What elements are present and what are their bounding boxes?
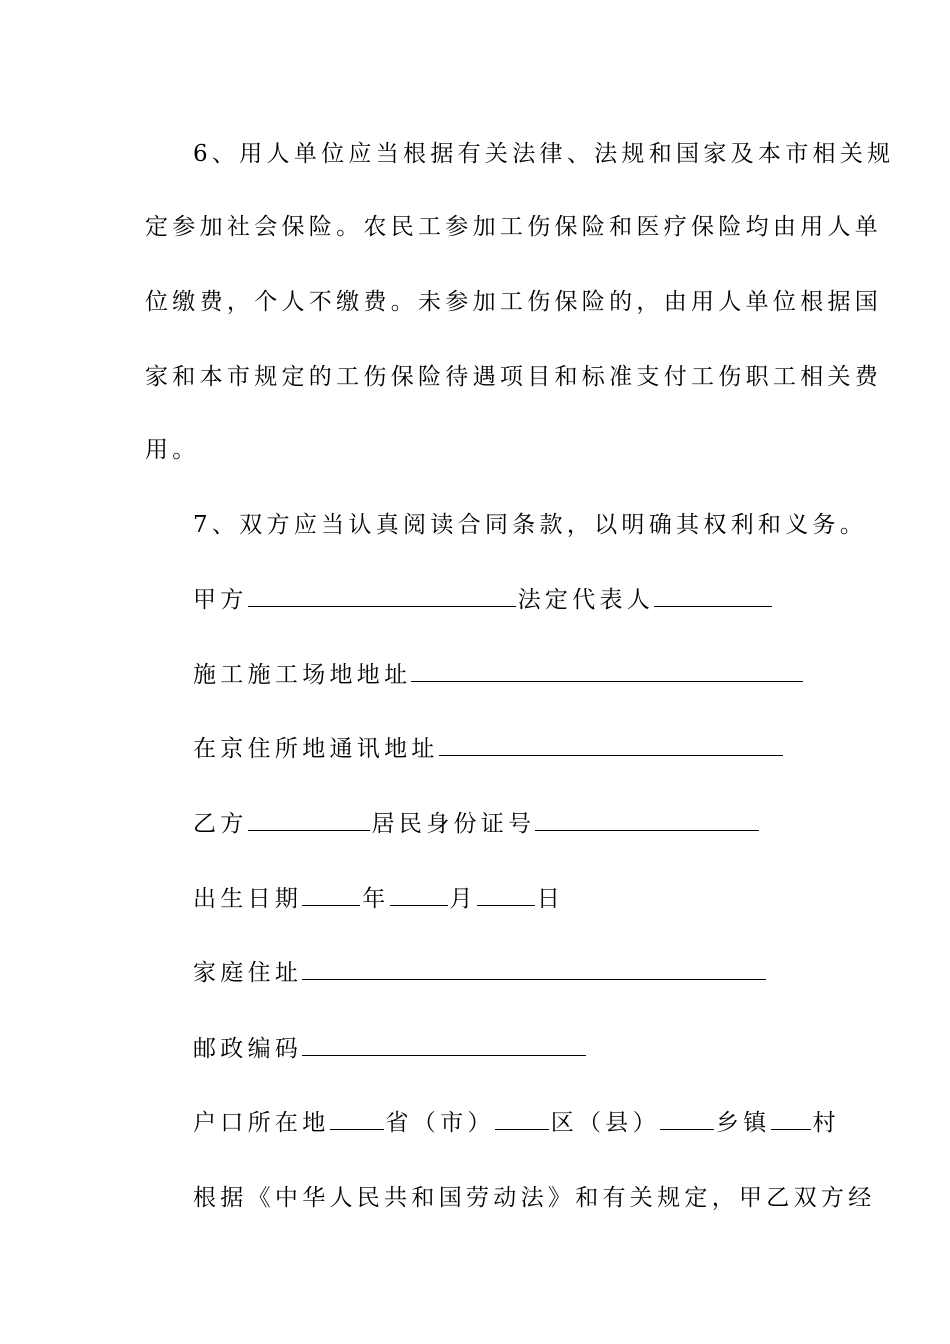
home-address-blank[interactable] <box>302 978 766 980</box>
paragraph-6-line-1: 6、用人单位应当根据有关法律、法规和国家及本市相关规 <box>193 141 895 167</box>
birth-day-blank[interactable] <box>477 904 535 906</box>
postcode-row <box>193 1034 588 1064</box>
birth-month-blank[interactable] <box>390 904 448 906</box>
legal-rep-label: 法定代表人 <box>517 587 655 613</box>
id-number-label: 居民身份证号 <box>371 811 536 837</box>
closing-line: 根据《中华人民共和国劳动法》和有关规定，甲乙双方经 <box>193 1185 876 1211</box>
birth-label: 出生日期 <box>193 886 303 912</box>
postcode-blank[interactable] <box>302 1054 586 1056</box>
site-address-blank[interactable] <box>411 680 803 682</box>
party-a-row <box>193 585 774 615</box>
beijing-address-row <box>193 734 785 764</box>
village-blank[interactable] <box>771 1128 811 1130</box>
paragraph-6-line-4: 家和本市规定的工伤保险待遇项目和标准支付工伤职工相关费 <box>145 364 883 390</box>
paragraph-7: 7、双方应当认真阅读合同条款，以明确其权利和义务。 <box>193 512 868 538</box>
paragraph-6-line-3: 位缴费，个人不缴费。未参加工伤保险的，由用人单位根据国 <box>145 289 883 315</box>
id-number-blank[interactable] <box>535 829 759 831</box>
village-label: 村 <box>812 1110 840 1136</box>
home-address-row <box>193 958 768 988</box>
birth-date-row <box>193 884 564 914</box>
party-b-label: 乙方 <box>193 811 248 837</box>
party-b-blank[interactable] <box>248 829 370 831</box>
party-b-row <box>193 809 761 839</box>
party-a-label: 甲方 <box>193 587 248 613</box>
district-blank[interactable] <box>495 1128 549 1130</box>
beijing-address-blank[interactable] <box>439 754 783 756</box>
month-label: 月 <box>449 886 477 912</box>
site-address-row <box>193 660 805 690</box>
province-blank[interactable] <box>330 1128 384 1130</box>
home-address-label: 家庭住址 <box>193 960 303 986</box>
site-address-label: 施工施工场地地址 <box>193 662 412 688</box>
legal-rep-blank[interactable] <box>654 605 772 607</box>
hukou-row <box>193 1108 840 1138</box>
party-a-blank[interactable] <box>248 605 516 607</box>
paragraph-6-line-2: 定参加社会保险。农民工参加工伤保险和医疗保险均由用人单 <box>145 214 883 240</box>
hukou-label: 户口所在地 <box>193 1110 330 1136</box>
township-blank[interactable] <box>660 1128 714 1130</box>
postcode-label: 邮政编码 <box>193 1036 303 1062</box>
day-label: 日 <box>536 886 565 912</box>
paragraph-6-line-5: 用。 <box>145 437 200 463</box>
beijing-address-label: 在京住所地通讯地址 <box>193 736 439 762</box>
township-label: 乡镇 <box>715 1110 771 1136</box>
year-label: 年 <box>362 886 390 912</box>
province-label: 省（市） <box>385 1110 495 1136</box>
birth-year-blank[interactable] <box>302 904 360 906</box>
district-label: 区（县） <box>550 1110 660 1136</box>
